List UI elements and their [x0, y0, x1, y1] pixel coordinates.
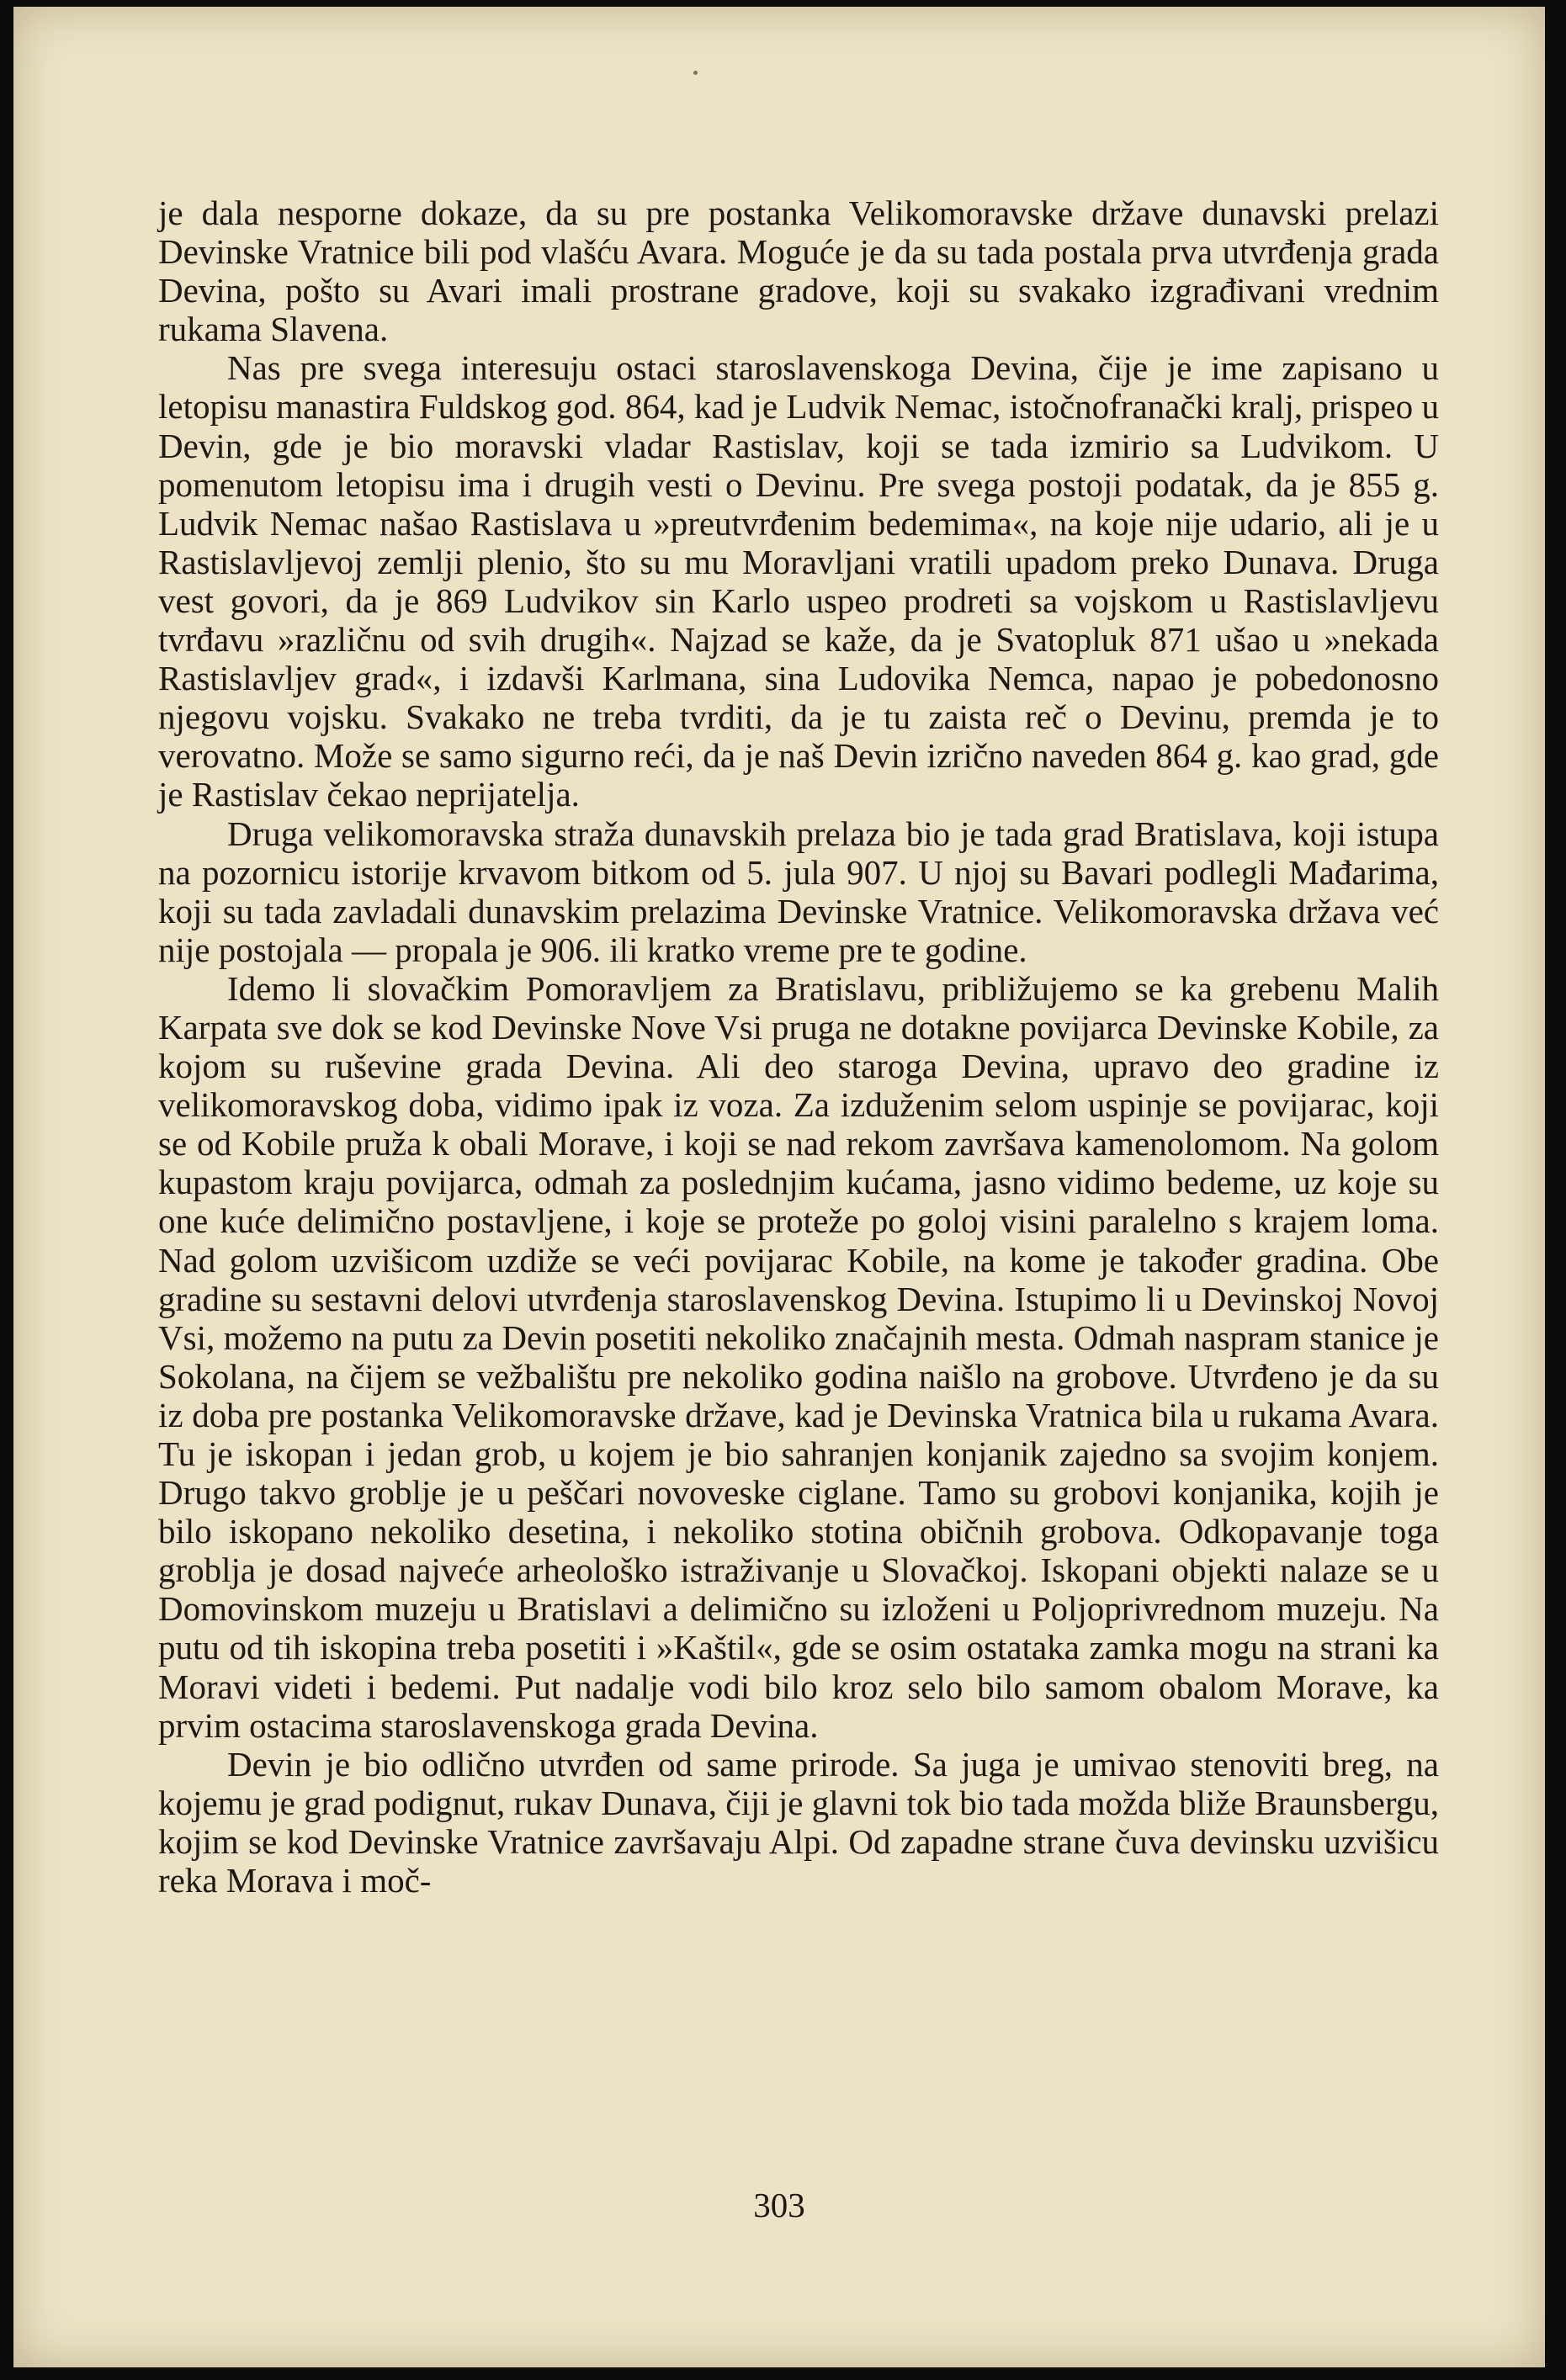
- paragraph-devin-letopis: Nas pre svega interesuju ostaci staroslavenskoga Devina, čije je ime zapisano u letopisu manastira Fuldskog god. 864, kad je Ludvik Nemac, istočnofranački kralj, prispeo u Devin, gde je bio moravski vladar Rastislav, koji se tada izmirio sa Ludvikom. U pomenutom letopisu ima i drugih vesti o Devinu. Pre svega postoji podatak, da je 855 g. Ludvik Nemac našao Rastislava u »preutvrđenim bedemima«, na koje nije udario, ali je u Rastislavljevoj zemlji plenio, što su mu Moravljani vratili upadom preko Dunava. Druga vest govori, da je 869 Ludvikov sin Karlo uspeo prodreti sa vojskom u Rastislavljevu tvrđavu »različnu od svih drugih«. Najzad se kaže, da je Svatopluk 871 ušao u »nekada Rastislavljev grad«, i izdavši Karlmana, sina Ludovika Nemca, napao je pobedonosno njegovu vojsku. Svakako ne treba tvrditi, da je tu zaista reč o Devinu, premda je to verovatno. Može se samo sigurno reći, da je naš Devin izrično naveden 864 g. kao grad, gde je Rastislav čekao neprijatelja.: [158, 348, 1439, 814]
- book-page: [13, 7, 1545, 2367]
- paragraph-continuation: je dala nesporne dokaze, da su pre postanka Velikomoravske države dunavski prelazi Devinske Vratnice bili pod vlašću Avara. Moguće je da su tada postala prva utvrđenja grada Devina, pošto su Avari imali prostrane gradove, koji su svakako izgrađivani vrednim rukama Slavena.: [158, 193, 1439, 349]
- paragraph-bratislava: Druga velikomoravska straža dunavskih prelaza bio je tada grad Bratislava, koji istupa na pozornicu istorije krvavom bitkom od 5. jula 907. U njoj su Bavari podlegli Mađarima, koji su tada zavladali dunavskim prelazima Devinske Vratnice. Velikomoravska država već nije postojala — propala je 906. ili kratko vreme pre te godine.: [158, 814, 1439, 969]
- paragraph-pomoravlje: Idemo li slovačkim Pomoravljem za Bratislavu, približujemo se ka grebenu Malih Karpata sve dok se kod Devinske Nove Vsi pruga ne dotakne povijarca Devinske Kobile, za kojom su ruševine grada Devina. Ali deo staroga Devina, upravo deo gradine iz velikomoravskog doba, vidimo ipak iz voza. Za izduženim selom uspinje se povijarac, koji se od Kobile pruža k obali Morave, i koji se nad rekom završava kamenolomom. Na golom kupastom kraju povijarca, odmah za poslednjim kućama, jasno vidimo bedeme, uz koje su one kuće delimično postavljene, i koje se proteže po goloj visini paralelno s krajem loma. Nad golom uzvišicom uzdiže se veći povijarac Kobile, na kome je također gradina. Obe gradine su sestavni delovi utvrđenja staroslavenskog Devina. Istupimo li u Devinskoj Novoj Vsi, možemo na putu za Devin posetiti nekoliko značajnih mesta. Odmah naspram stanice je Sokolana, na čijem se vežbalištu pre nekoliko godina naišlo na grobove. Utvrđeno je da su iz doba pre postanka Velikomoravske države, kad je Devinska Vratnica bila u rukama Avara. Tu je iskopan i jedan grob, u kojem je bio sahranjen konjanik zajedno sa svojim konjem. Drugo takvo groblje je u peščari novoveske ciglane. Tamo su grobovi konjanika, kojih je bilo iskopano nekoliko desetina, i nekoliko stotina običnih grobova. Odkopavanje toga groblja je dosad najveće arheološko istraživanje u Slovačkoj. Iskopani objekti nalaze se u Domovinskom muzeju u Bratislavi a delimično su izloženi u Poljoprivrednom muzeju. Na putu od tih iskopina treba posetiti i »Kaštil«, gde se osim ostataka zamka mogu na strani ka Moravi videti i bedemi. Put nadalje vodi bilo kroz selo bilo samom obalom Morave, ka prvim ostacima staroslavenskoga grada Devina.: [158, 968, 1439, 1745]
- paper-speck: [693, 71, 698, 75]
- page-number: 303: [753, 2186, 805, 2224]
- paragraph-devin-utvrden: Devin je bio odlično utvrđen od same prirode. Sa juga je umivao stenoviti breg, na kojemu je grad podignut, rukav Dunava, čiji je glavni tok bio tada možda bliže Braunsbergu, kojim se kod Devinske Vratnice završavaju Alpi. Od zapadne strane čuva devinsku uzvišicu reka Morava i moč-: [158, 1744, 1439, 1900]
- body-text: [158, 193, 1439, 1900]
